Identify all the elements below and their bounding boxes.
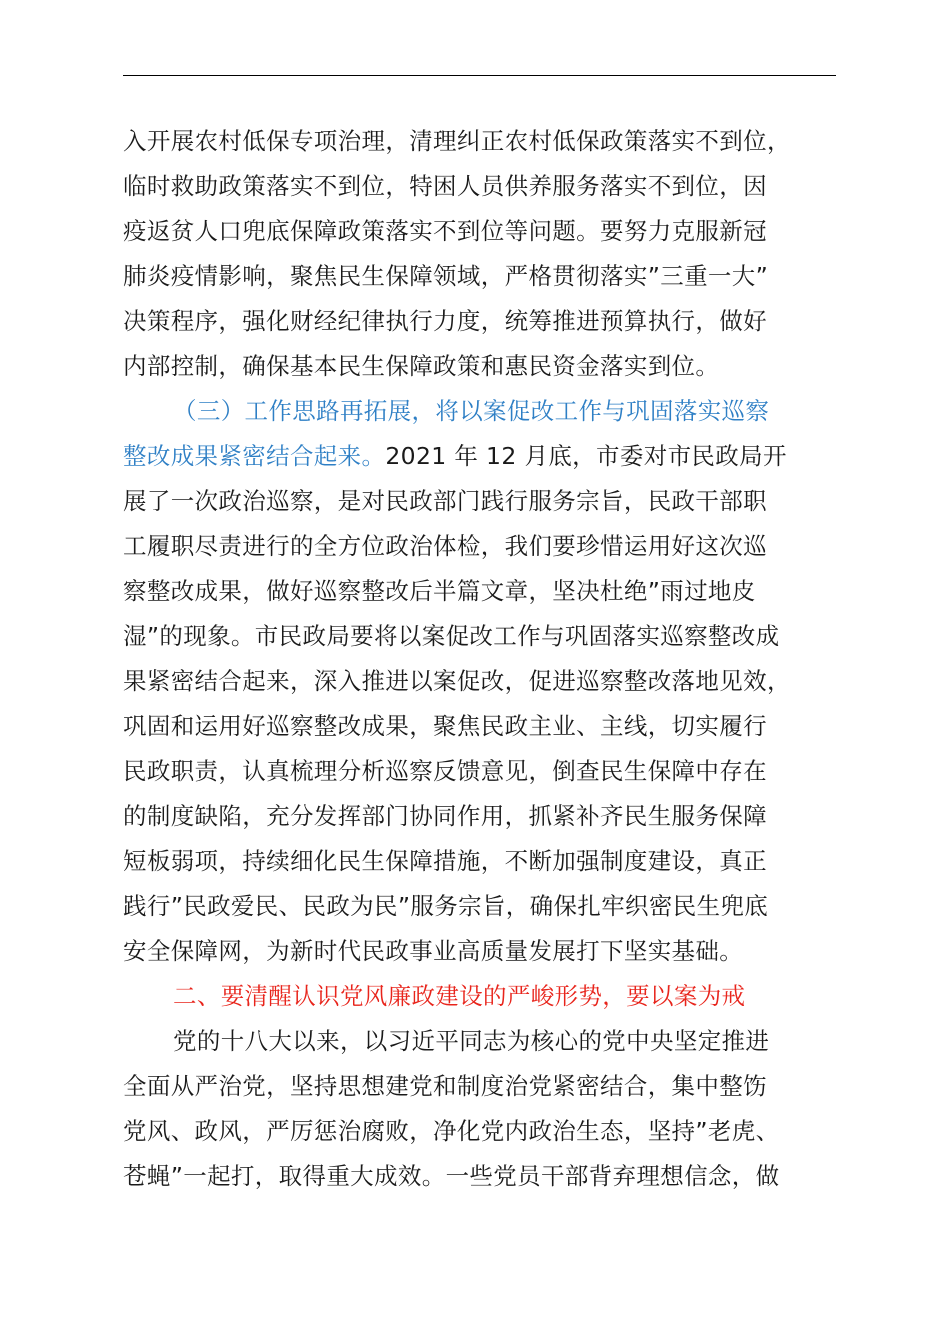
body-line: 践行”民政爱民、民政为民”服务宗旨，确保扎牢织密民生兜底 (123, 892, 769, 920)
body-line: 安全保障网，为新时代民政事业高质量发展打下坚实基础。 (123, 937, 744, 965)
body-line: 短板弱项，持续细化民生保障措施，不断加强制度建设，真正 (123, 847, 767, 875)
body-line: 疫返贫人口兜底保障政策落实不到位等问题。要努力克服新冠 (123, 217, 767, 245)
body-line: 党风、政风，严厉惩治腐败，净化党内政治生态，坚持”老虎、 (123, 1117, 780, 1145)
body-line: 果紧密结合起来，深入推进以案促改，促进巡察整改落地见效， (123, 667, 791, 695)
body-line: 党的十八大以来，以习近平同志为核心的党中央坚定推进 (173, 1027, 770, 1055)
body-text: 2021 年 12 月底，市委对市民政局开 (385, 442, 787, 470)
subheading-line: （三）工作思路再拓展，将以案促改工作与巩固落实巡察 (173, 397, 770, 425)
body-line: 察整改成果，做好巡察整改后半篇文章，坚决杜绝”雨过地皮 (123, 577, 756, 605)
body-line: 工履职尽责进行的全方位政治体检，我们要珍惜运用好这次巡 (123, 532, 767, 560)
body-line: 湿”的现象。市民政局要将以案促改工作与巩固落实巡察整改成 (123, 622, 780, 650)
body-line: 的制度缺陷，充分发挥部门协同作用，抓紧补齐民生服务保障 (123, 802, 767, 830)
body-line: 决策程序，强化财经纪律执行力度，统筹推进预算执行，做好 (123, 307, 767, 335)
body-line: 肺炎疫情影响，聚焦民生保障领域，严格贯彻落实”三重一大” (123, 262, 769, 290)
section-heading: 二、要清醒认识党风廉政建设的严峻形势，要以案为戒 (173, 982, 746, 1010)
header-rule (123, 75, 836, 76)
body-line-mixed (123, 441, 863, 471)
body-line: 民政职责，认真梳理分析巡察反馈意见，倒查民生保障中存在 (123, 757, 767, 785)
body-line: 临时救助政策落实不到位，特困人员供养服务落实不到位，因 (123, 172, 767, 200)
body-line: 苍蝇”一起打，取得重大成效。一些党员干部背弃理想信念，做 (123, 1162, 780, 1190)
body-line: 内部控制，确保基本民生保障政策和惠民资金落实到位。 (123, 352, 720, 380)
body-line: 展了一次政治巡察，是对民政部门践行服务宗旨，民政干部职 (123, 487, 767, 515)
subheading-continuation: 整改成果紧密结合起来。 (123, 442, 386, 470)
body-line: 全面从严治党，坚持思想建党和制度治党紧密结合，集中整饬 (123, 1072, 767, 1100)
body-line: 巩固和运用好巡察整改成果，聚焦民政主业、主线，切实履行 (123, 712, 767, 740)
body-line: 入开展农村低保专项治理，清理纠正农村低保政策落实不到位， (123, 127, 791, 155)
